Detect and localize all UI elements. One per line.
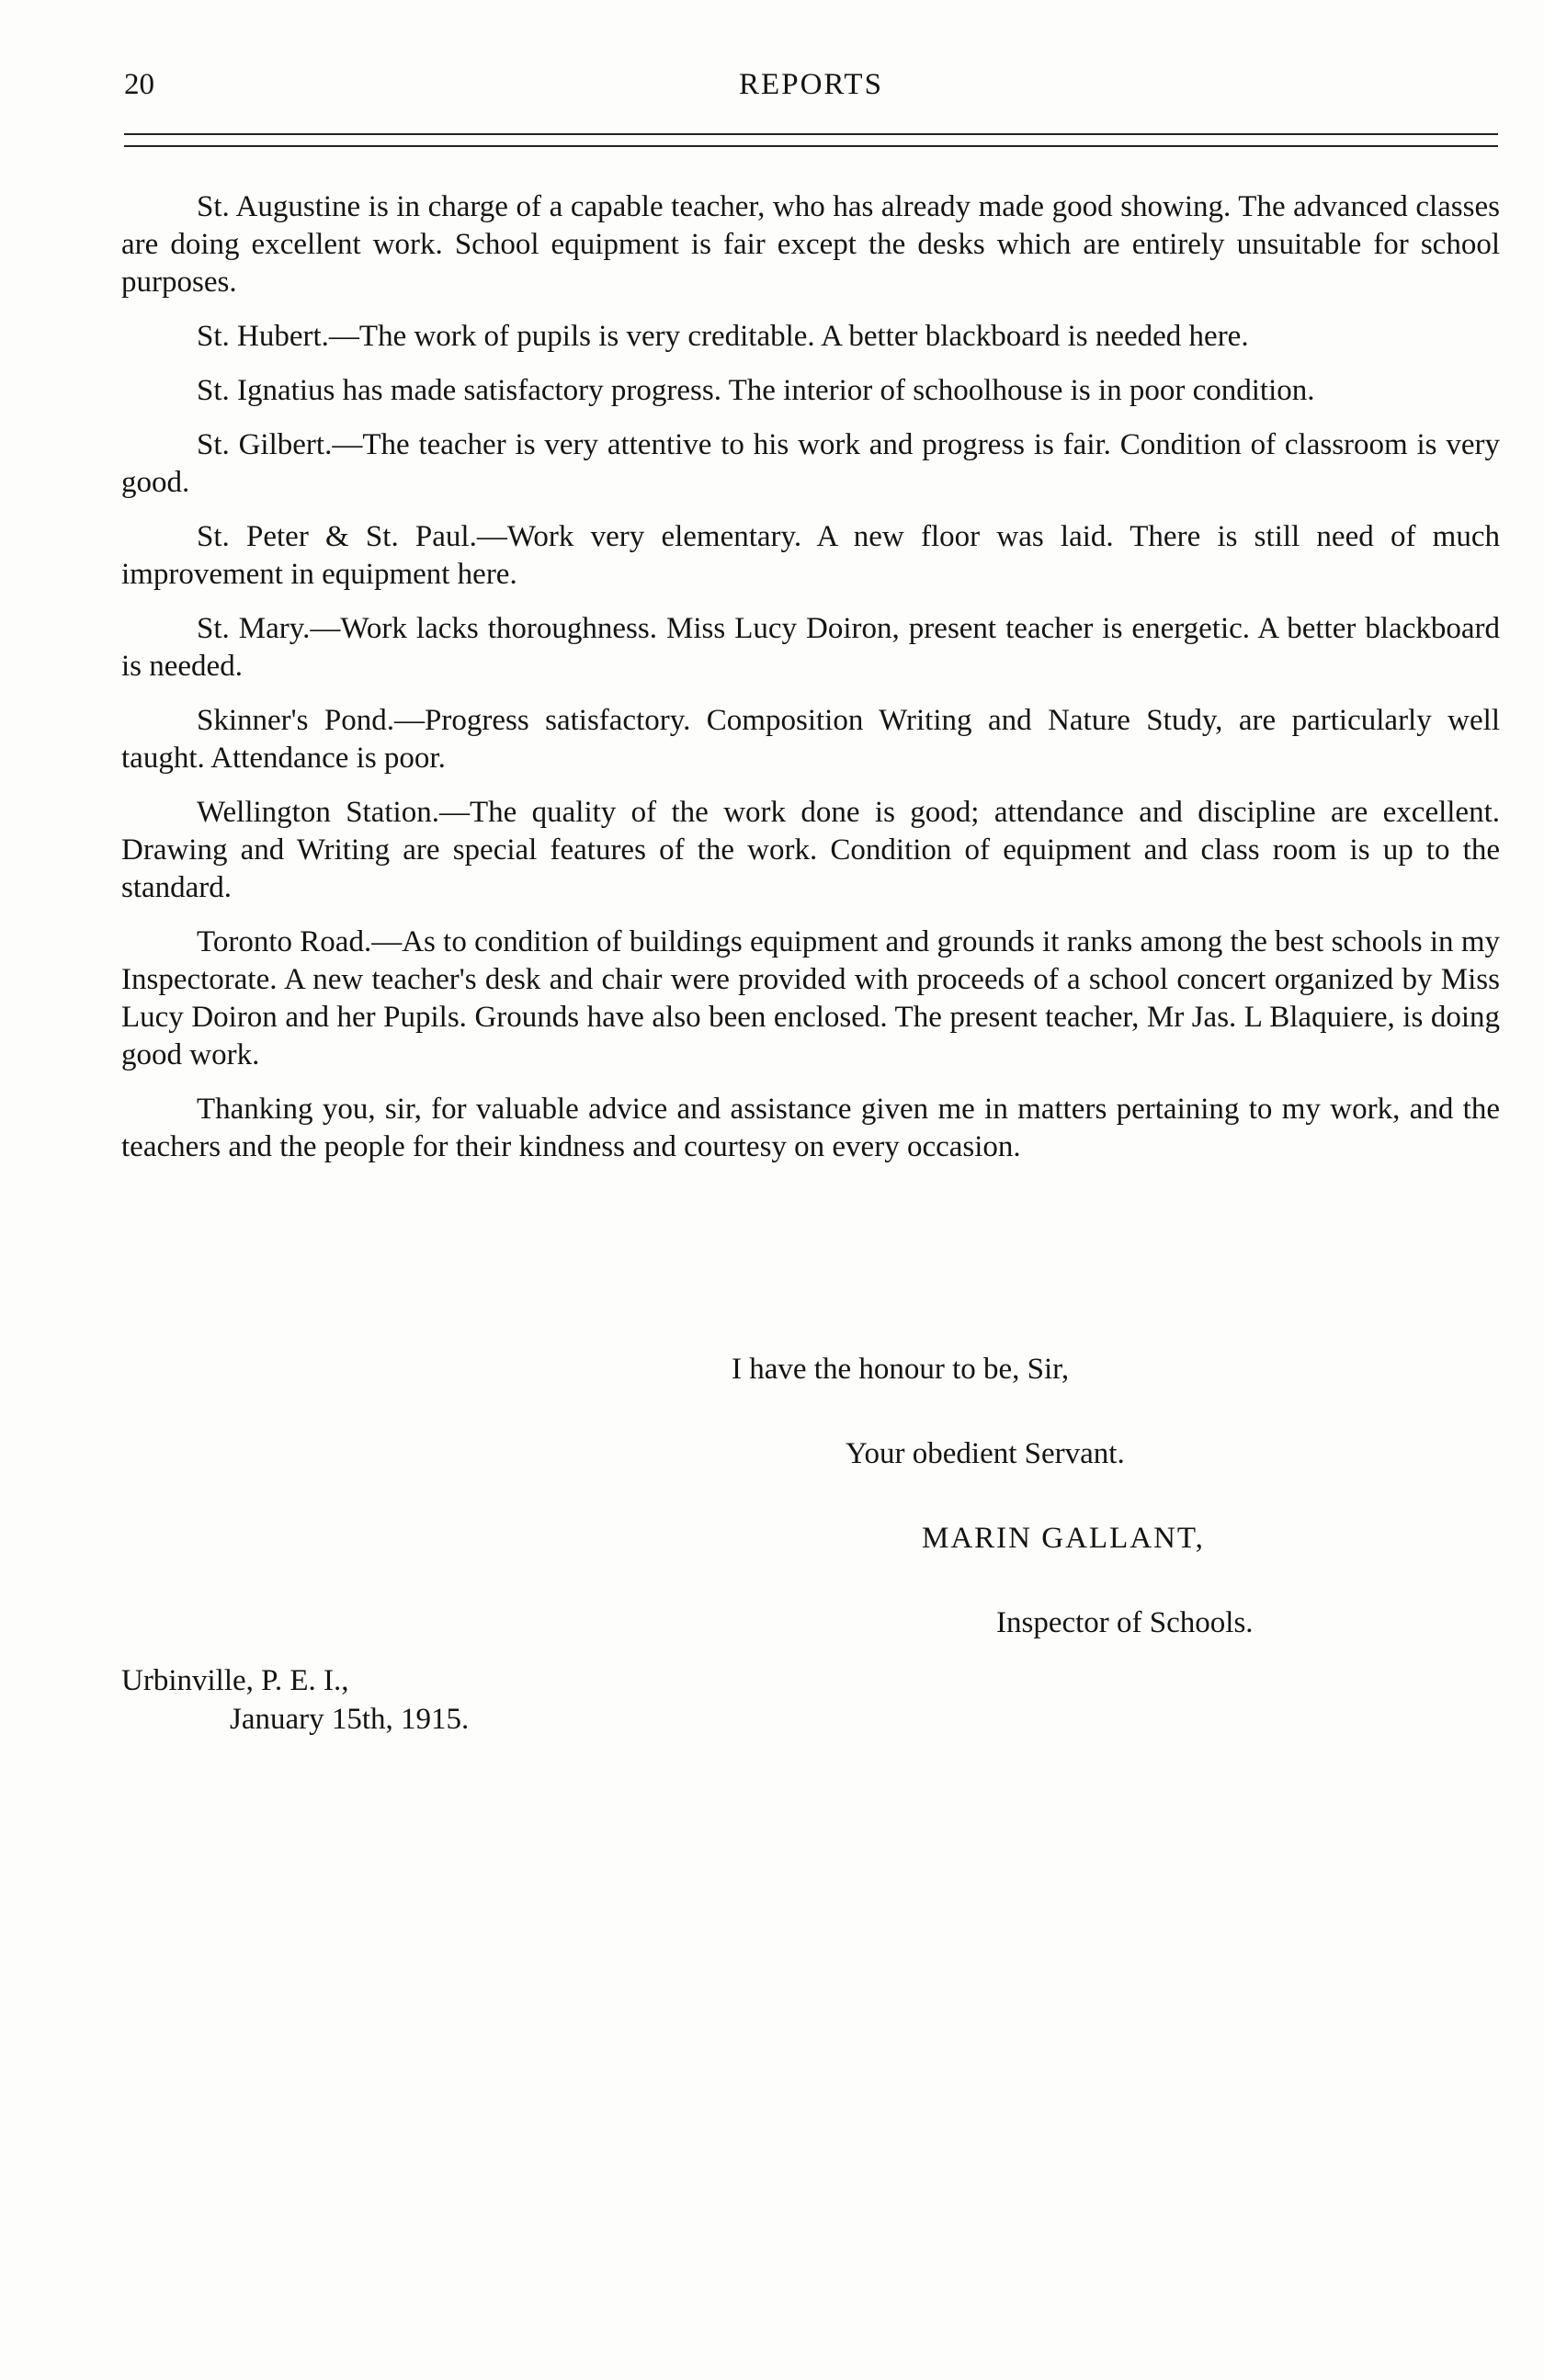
- paragraph-toronto-road: Toronto Road.—As to condition of buildings equipment and grounds it ranks among the best schools in my Inspectorate. A new teacher's desk and chair were provided with proceeds of a school concert organized by Miss Lucy Doiron and her Pupils. Grounds have also been enclosed. The present teacher, Mr Jas. L Blaquiere, is doing good work.: [121, 925, 1500, 1071]
- running-title: REPORTS: [739, 68, 883, 101]
- header-rule-top: [124, 133, 1498, 135]
- dateline-date: January 15th, 1915.: [230, 1703, 470, 1736]
- paragraph-st-peter-st-paul: St. Peter & St. Paul.—Work very elementary. A new floor was laid. There is still need of much improvement in equipment here.: [121, 520, 1500, 591]
- paragraph-thanks: Thanking you, sir, for valuable advice and assistance given me in matters pertaining to my work, and the teachers and the people for their kindness and courtesy on every occasion.: [121, 1093, 1500, 1163]
- closing-honour-line: I have the honour to be, Sir,: [732, 1353, 1070, 1386]
- paragraph-st-hubert: St. Hubert.—The work of pupils is very creditable. A better blackboard is needed here.: [197, 320, 1249, 353]
- dateline-place: Urbinville, P. E. I.,: [121, 1664, 349, 1697]
- paragraph-skinners-pond: Skinner's Pond.—Progress satisfactory. Composition Writing and Nature Study, are particularly well taught. Attendance is poor.: [121, 704, 1500, 775]
- running-header: [124, 62, 1498, 108]
- paragraph-wellington-station: Wellington Station.—The quality of the work done is good; attendance and discipline are excellent. Drawing and Writing are special features of the work. Condition of equipment and class room is up to the standard.: [121, 796, 1500, 904]
- dateline: [121, 1661, 469, 1739]
- signatory-name: MARIN GALLANT,: [922, 1522, 1205, 1555]
- header-rule-bottom: [124, 145, 1498, 147]
- paragraph-st-gilbert: St. Gilbert.—The teacher is very attentive to his work and progress is fair. Condition of classroom is very good.: [121, 428, 1500, 499]
- closing-servant-line: Your obedient Servant.: [846, 1437, 1125, 1470]
- page-number: 20: [124, 68, 154, 101]
- paragraph-st-mary: St. Mary.—Work lacks thoroughness. Miss Lucy Doiron, present teacher is energetic. A better blackboard is needed.: [121, 612, 1500, 683]
- signatory-title: Inspector of Schools.: [996, 1606, 1254, 1639]
- paragraph-st-augustine: St. Augustine is in charge of a capable teacher, who has already made good showing. The advanced classes are doing excellent work. School equipment is fair except the desks which are entirely unsuitable for school purposes.: [121, 190, 1500, 299]
- report-body: [121, 188, 1500, 1183]
- paragraph-st-ignatius: St. Ignatius has made satisfactory progress. The interior of schoolhouse is in poor condition.: [197, 374, 1315, 407]
